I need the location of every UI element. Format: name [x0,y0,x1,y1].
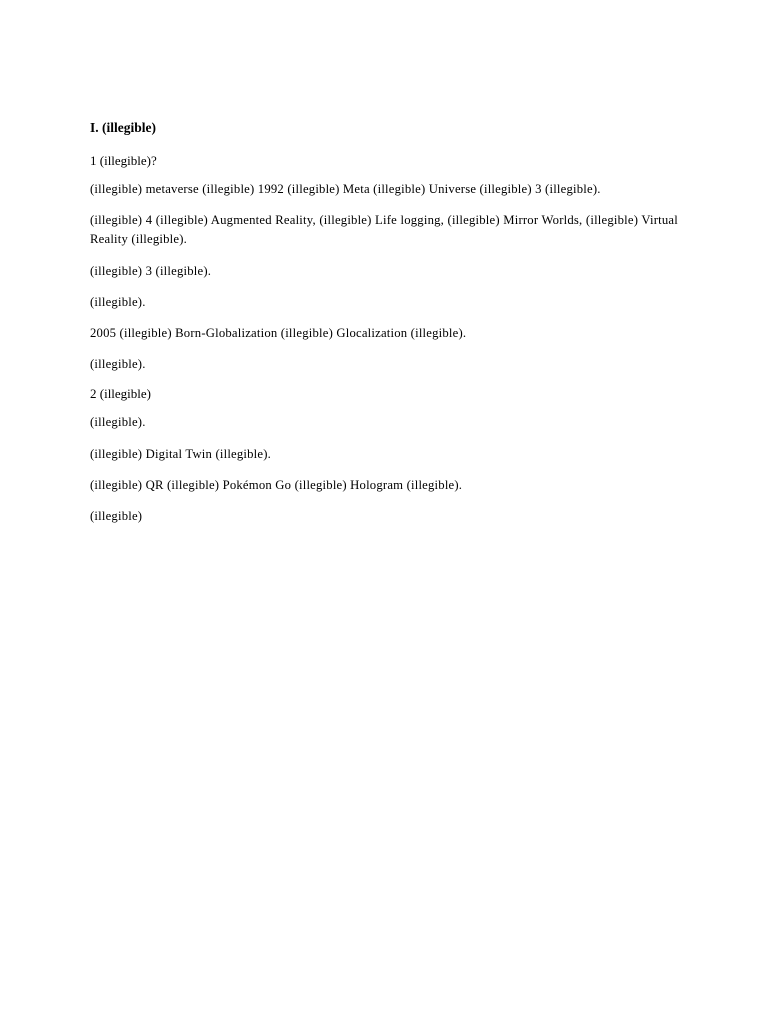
paragraph-1: (illegible) metaverse (illegible) 1992 (illegible) Meta (illegible) Universe (illegible) 3 (illegible). [90,182,601,196]
question-2-heading: 2 (illegible) [90,386,152,402]
section-title: I. (illegible) [90,120,156,135]
paragraph-3: (illegible) 3 (illegible). [90,263,212,278]
document-body [90,120,678,538]
question-1-heading: 1 (illegible)? [90,153,157,168]
paragraph-10: (illegible) [90,509,143,524]
paragraph-2: (illegible) 4 (illegible) Augmented Reality, (illegible) Life logging, (illegible) Mirror Worlds, (illegible) Virtual Reality (illegible). [90,213,678,247]
paragraph-5: 2005 (illegible) Born-Globalization (illegible) Glocalization (illegible). [90,326,467,341]
paragraph-4: (illegible). [90,294,146,309]
paragraph-8: (illegible) Digital Twin (illegible). [90,446,272,461]
paragraph-6: (illegible). [90,357,146,372]
paragraph-9: (illegible) QR (illegible) Pokémon Go (illegible) Hologram (illegible). [90,477,463,492]
paragraph-7: (illegible). [90,415,146,430]
